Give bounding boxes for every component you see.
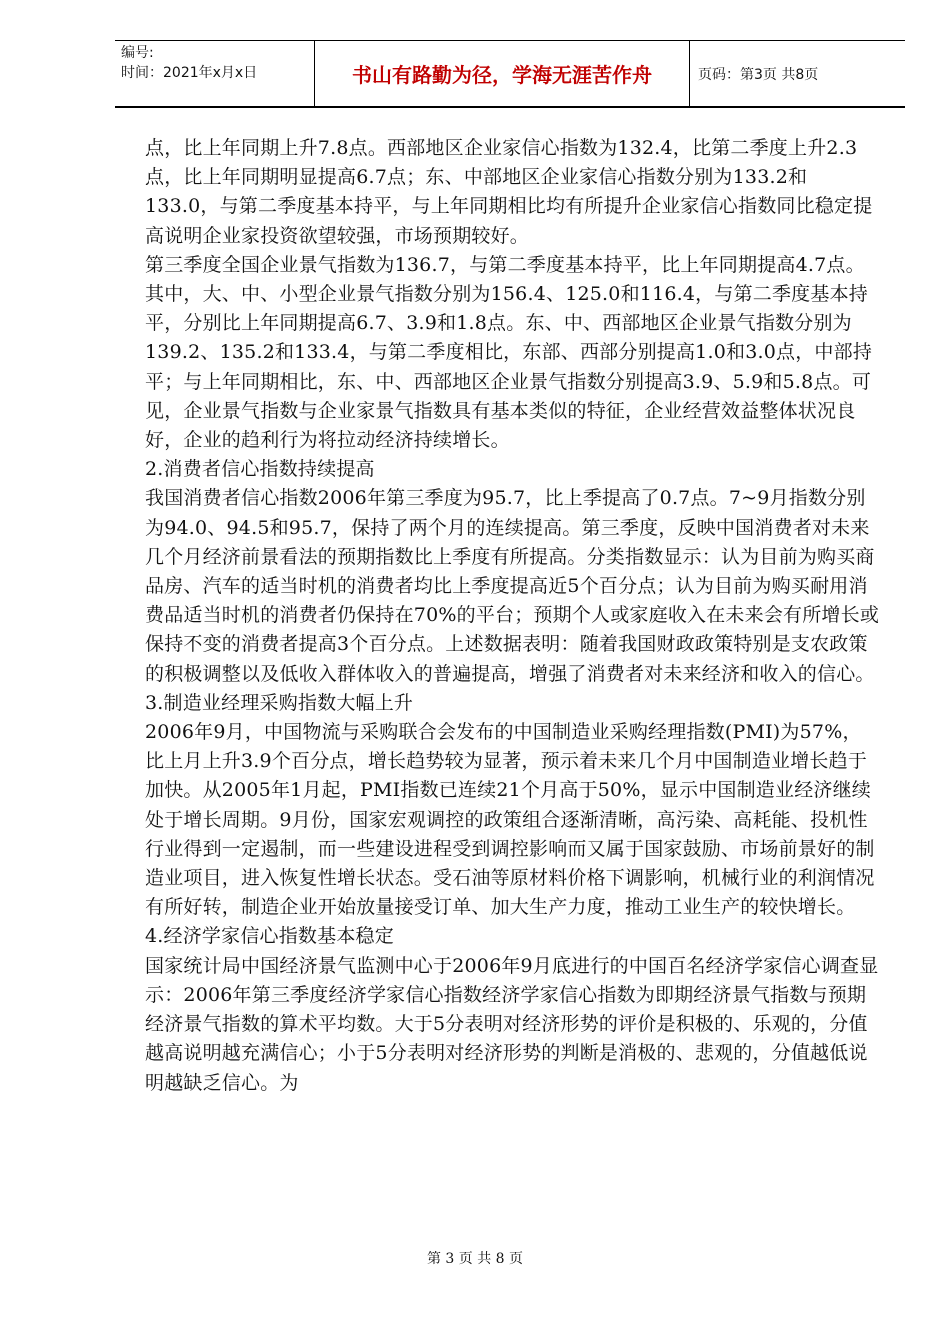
paragraph: 第三季度全国企业景气指数为136.7，与第二季度基本持平，比上年同期提高4.7点。其中，大、中、小型企业景气指数分别为156.4、125.0和116.4，与第二季度基本持平，分别比上年同期提高6.7、3.9和1.8点。东、中、西部地区企业景气指数分别为139.2、135.2和133.4，与第二季度相比，东部、西部分别提高1.0和3.0点，中部持平；与上年同期相比，东、中、西部地区企业景气指数分别提高3.9、5.9和5.8点。可见，企业景气指数与企业家景气指数具有基本类似的特征，企业经营效益整体状况良好，企业的趋利行为将拉动经济持续增长。	[145, 253, 873, 452]
section-heading: 2.消费者信心指数持续提高	[145, 458, 375, 481]
header-motto: 书山有路勤为径，学海无涯苦作舟	[315, 41, 690, 106]
header-meta	[115, 41, 315, 106]
section-heading: 3.制造业经理采购指数大幅上升	[145, 691, 414, 714]
paragraph: 我国消费者信心指数2006年第三季度为95.7，比上季提高了0.7点。7~9月指数分别为94.0、94.5和95.7，保持了两个月的连续提高。第三季度，反映中国消费者对未来几个月经济前景看法的预期指数比上季度有所提高。分类指数显示：认为目前为购买商品房、汽车的适当时机的消费者均比上季度提高近5个百分点；认为目前为购买耐用消费品适当时机的消费者仍保持在70%的平台；预期个人或家庭收入在未来会有所增长或保持不变的消费者提高3个百分点。上述数据表明：随着我国财政政策特别是支农政策的积极调整以及低收入群体收入的普遍提高，增强了消费者对未来经济和收入的信心。	[145, 487, 880, 685]
section-heading: 4.经济学家信心指数基本稳定	[145, 925, 394, 948]
paragraph: 2006年9月，中国物流与采购联合会发布的中国制造业采购经理指数(PMI)为57%，比上月上升3.9个百分点，增长趋势较为显著，预示着未来几个月中国制造业增长趋于加快。从2005年1月起，PMI指数已连续21个月高于50%，显示中国制造业经济继续处于增长周期。9月份，国家宏观调控的政策组合逐渐清晰，高污染、高耗能、投机性行业得到一定遏制，而一些建设进程受到调控影响而又属于国家鼓励、市场前景好的制造业项目，进入恢复性增长状态。受石油等原材料价格下调影响，机械行业的利润情况有所好转，制造企业开始放量接受订单、加大生产力度，推动工业生产的较快增长。	[145, 721, 875, 919]
page-header	[115, 40, 905, 108]
number-label: 编号:	[121, 45, 154, 61]
time-label: 时间：2021年x月x日	[121, 65, 258, 81]
paragraph: 点，比上年同期上升7.8点。西部地区企业家信心指数为132.4，比第二季度上升2.3点，比上年同期明显提高6.7点；东、中部地区企业家信心指数分别为133.2和133.0，与第二季度基本持平，与上年同期相比均有所提升企业家信心指数同比稳定提高说明企业家投资欲望较强，市场预期较好。	[145, 137, 873, 247]
paragraph: 国家统计局中国经济景气监测中心于2006年9月底进行的中国百名经济学家信心调查显示：2006年第三季度经济学家信心指数经济学家信心指数为即期经济景气指数与预期经济景气指数的算术平均数。大于5分表明对经济形势的评价是积极的、乐观的，分值越高说明越充满信心；小于5分表明对经济形势的判断是消极的、悲观的，分值越低说明越缺乏信心。为	[145, 954, 879, 1094]
page-footer: 第 3 页 共 8 页	[426, 1251, 524, 1267]
header-page-label: 页码：第3页 共8页	[698, 66, 819, 83]
document-body	[145, 134, 880, 1098]
